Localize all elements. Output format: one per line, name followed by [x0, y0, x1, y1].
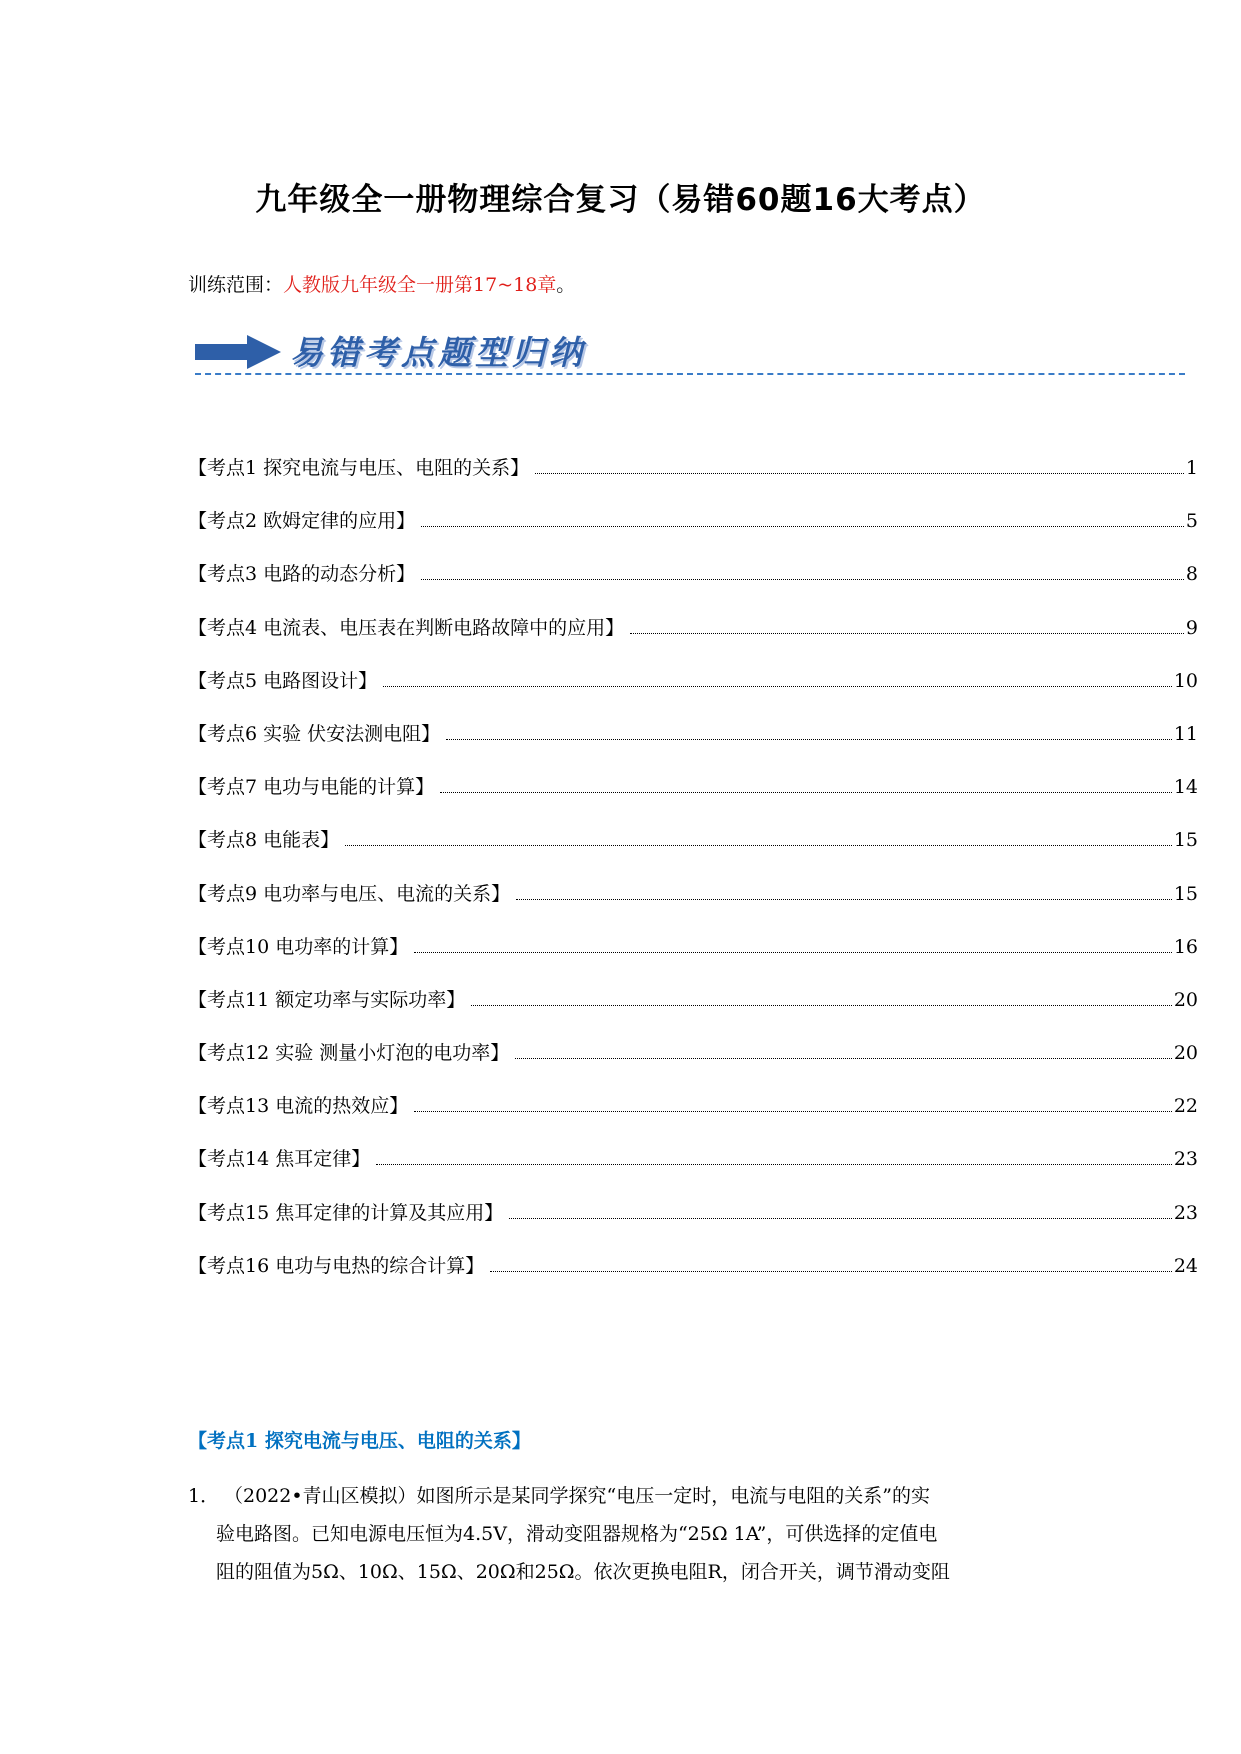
toc-item-page: 11	[1173, 722, 1198, 745]
section-banner	[195, 327, 1195, 377]
toc-item-page: 14	[1173, 776, 1198, 799]
toc-item[interactable]	[188, 1093, 1198, 1146]
toc-item-label: 【考点7 电功与电能的计算】	[188, 776, 435, 799]
toc-item[interactable]	[188, 934, 1198, 987]
toc-item-label: 【考点11 额定功率与实际功率】	[188, 988, 466, 1011]
toc-item[interactable]	[188, 561, 1198, 614]
toc-item-page: 15	[1173, 882, 1198, 905]
toc-item-page: 9	[1185, 616, 1198, 639]
toc-item-page: 1	[1185, 457, 1198, 479]
toc-dot-leader	[414, 952, 1172, 953]
toc-item[interactable]	[188, 1146, 1198, 1199]
toc-dot-leader	[446, 739, 1172, 740]
document-title: 九年级全一册物理综合复习（易错60题16大考点）	[255, 182, 986, 218]
toc-item-label: 【考点13 电流的热效应】	[188, 1095, 409, 1118]
table-of-contents	[188, 455, 1198, 1306]
toc-item-page: 10	[1173, 669, 1198, 692]
toc-item-label: 【考点5 电路图设计】	[188, 669, 378, 692]
toc-dot-leader	[630, 633, 1184, 634]
banner-title: 易错考点题型归纳	[290, 333, 586, 372]
scope-end: 。	[556, 274, 576, 296]
toc-item[interactable]	[188, 881, 1198, 934]
toc-item-page: 24	[1173, 1254, 1198, 1277]
toc-dot-leader	[440, 792, 1172, 793]
toc-item-label: 【考点12 实验 测量小灯泡的电功率】	[188, 1042, 510, 1065]
toc-item-label: 【考点1 探究电流与电压、电阻的关系】	[188, 457, 530, 479]
toc-item-page: 16	[1173, 935, 1198, 958]
training-scope	[188, 272, 575, 298]
toc-item-page: 8	[1185, 563, 1198, 586]
toc-dot-leader	[376, 1164, 1172, 1165]
question-text-line: 验电路图。已知电源电压恒为4.5V，滑动变阻器规格为“25Ω 1A”，可供选择的定值电	[216, 1523, 938, 1545]
toc-dot-leader	[490, 1271, 1172, 1272]
question-1	[188, 1477, 1048, 1591]
toc-item-label: 【考点4 电流表、电压表在判断电路故障中的应用】	[188, 616, 625, 639]
toc-dot-leader	[515, 1058, 1172, 1059]
question-text-line: （2022•青山区模拟）如图所示是某同学探究“电压一定时，电流与电阻的关系”的实	[224, 1485, 930, 1507]
toc-item-page: 23	[1173, 1201, 1198, 1224]
toc-dot-leader	[516, 899, 1172, 900]
toc-item[interactable]	[188, 508, 1198, 561]
toc-dot-leader	[414, 1111, 1172, 1112]
toc-item-label: 【考点8 电能表】	[188, 829, 340, 852]
toc-dot-leader	[471, 1005, 1172, 1006]
toc-item[interactable]	[188, 1200, 1198, 1253]
arrow-right-icon	[195, 335, 281, 369]
banner-divider	[195, 373, 1185, 375]
toc-item-label: 【考点3 电路的动态分析】	[188, 563, 416, 586]
toc-item[interactable]	[188, 827, 1198, 880]
toc-item[interactable]	[188, 668, 1198, 721]
toc-item[interactable]	[188, 455, 1198, 508]
question-number: 1．	[188, 1485, 220, 1507]
toc-item[interactable]	[188, 987, 1198, 1040]
scope-label: 训练范围：	[188, 274, 284, 296]
scope-value: 人教版九年级全一册第17~18章	[283, 274, 557, 296]
question-text-line: 阻的阻值为5Ω、10Ω、15Ω、20Ω和25Ω。依次更换电阻R，闭合开关，调节滑动变阻	[216, 1561, 950, 1583]
toc-item-label: 【考点15 焦耳定律的计算及其应用】	[188, 1201, 504, 1224]
toc-dot-leader	[535, 473, 1184, 474]
toc-item-page: 20	[1173, 1042, 1198, 1065]
toc-item[interactable]	[188, 1253, 1198, 1306]
toc-item[interactable]	[188, 615, 1198, 668]
toc-item-page: 5	[1185, 510, 1198, 533]
toc-dot-leader	[421, 526, 1184, 527]
toc-item-label: 【考点14 焦耳定律】	[188, 1148, 371, 1171]
toc-item-page: 23	[1173, 1148, 1198, 1171]
toc-item-page: 15	[1173, 829, 1198, 852]
toc-item-page: 20	[1173, 988, 1198, 1011]
toc-item[interactable]	[188, 774, 1198, 827]
toc-item-label: 【考点10 电功率的计算】	[188, 935, 409, 958]
question-line	[188, 1477, 1048, 1515]
toc-item[interactable]	[188, 721, 1198, 774]
toc-dot-leader	[383, 686, 1172, 687]
toc-item-label: 【考点6 实验 伏安法测电阻】	[188, 722, 441, 745]
toc-item-label: 【考点9 电功率与电压、电流的关系】	[188, 882, 511, 905]
toc-dot-leader	[345, 845, 1172, 846]
toc-item-label: 【考点2 欧姆定律的应用】	[188, 510, 416, 533]
toc-dot-leader	[509, 1218, 1172, 1219]
toc-item-page: 22	[1173, 1095, 1198, 1118]
toc-item[interactable]	[188, 1040, 1198, 1093]
toc-item-label: 【考点16 电功与电热的综合计算】	[188, 1254, 485, 1277]
section-heading: 【考点1 探究电流与电压、电阻的关系】	[188, 1430, 531, 1452]
toc-dot-leader	[421, 579, 1184, 580]
